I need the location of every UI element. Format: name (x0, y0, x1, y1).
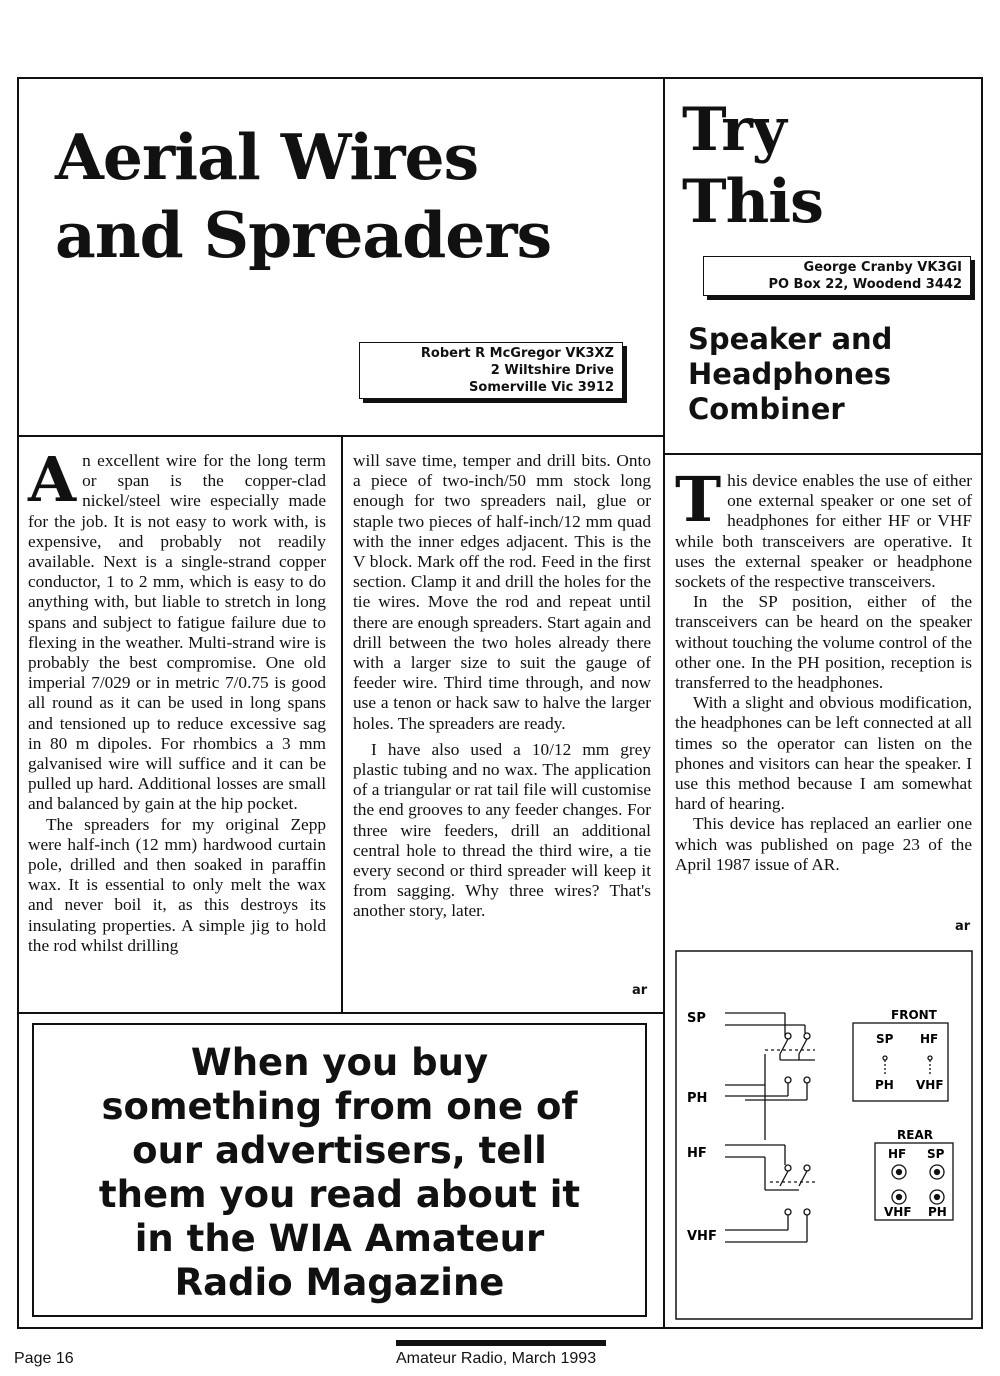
author-name: Robert R McGregor VK3XZ (420, 346, 614, 361)
sidebar-title-line2: Headphones (688, 357, 892, 391)
author-address: PO Box 22, Woodend 3442 (768, 277, 962, 292)
article-column-2 (353, 451, 651, 922)
article-title (55, 118, 551, 274)
rear-hf: HF (888, 1147, 907, 1161)
paragraph: his device enables the use of either one external speaker or one set of headphones for either HF or VHF while both transceivers are operative. It uses the external speaker or headphone sockets of the respective transceivers. (675, 471, 972, 592)
author-box (359, 342, 623, 399)
advert-line: our advertisers, tell (132, 1129, 547, 1172)
paragraph: n excellent wire for the long term or span is the copper-clad nickel/steel wire especially made for the job. It is not easy to work with, is expensive, and probably not readily available. Next is a single-strand copper conductor, 1 to 2 mm, which is easy to do anything with, but liable to stretch in long spans and subject to fatigue failure due to flexing in the weather. Multi-strand wire is probably the best compromise. One old imperial 7/029 or in metric 7/0.75 is good all round as it can be used in long spans and tensioned up to reduce excessive sag in 80 m dipoles. For rhombics a 3 mm galvanised wire will suffice and it can be pulled up hard. Additional losses are small and balanced by gain at the hip pocket. (28, 451, 326, 814)
paragraph: I have also used a 10/12 mm grey plastic tubing and no wax. The application of a triangular or rat tail file will customise the end grooves to any feeder changes. For three wire feeders, drill an additional central hole to thread the third wire, a tie every second or third spreader will keep it from sagging. Why three wires? That's another story, later. (353, 739, 651, 921)
article-title-line2: and Spreaders (55, 198, 552, 272)
advert-line: in the WIA Amateur (134, 1217, 545, 1260)
sidebar-title (688, 322, 892, 427)
rear-title: REAR (897, 1128, 933, 1142)
section-heading (682, 94, 823, 238)
end-mark: ar (632, 983, 648, 998)
section-heading-line2: This (682, 167, 823, 237)
article-title-line1: Aerial Wires (55, 120, 479, 194)
section-heading-line1: Try (682, 95, 786, 165)
advert-line: When you buy (190, 1041, 489, 1084)
advert-line: Radio Magazine (174, 1261, 505, 1304)
end-mark: ar (955, 919, 971, 934)
rear-sp: SP (927, 1147, 945, 1161)
label-sp: SP (687, 1011, 706, 1026)
paragraph: This device has replaced an earlier one which was published on page 23 of the April 1987 issue of AR. (675, 814, 972, 874)
sidebar-title-line1: Speaker and (688, 322, 893, 356)
paragraph: With a slight and obvious modification, the headphones can be left connected at all times so the operator can listen on the phones and visitors can hear the speaker. I use this method because I am somewhat hard of hearing. (675, 693, 972, 814)
label-hf: HF (687, 1146, 707, 1161)
circuit-diagram (675, 950, 973, 1320)
author-street: 2 Wiltshire Drive (490, 363, 614, 378)
publication-line: Amateur Radio, March 1993 (396, 1350, 597, 1367)
front-ph: PH (875, 1078, 894, 1092)
author-box-2 (703, 256, 971, 296)
rear-vhf: VHF (884, 1205, 912, 1219)
advert-text (34, 1041, 645, 1305)
advert-line: them you read about it (98, 1173, 581, 1216)
front-title: FRONT (891, 1008, 937, 1022)
advert-box (32, 1023, 647, 1317)
front-hf: HF (920, 1032, 939, 1046)
front-sp: SP (876, 1032, 894, 1046)
label-vhf: VHF (687, 1229, 717, 1244)
sidebar-body (675, 463, 972, 875)
page-number: Page 16 (14, 1350, 74, 1367)
sidebar-title-line3: Combiner (688, 392, 845, 426)
paragraph: The spreaders for my original Zepp were half-inch (12 mm) hardwood curtain pole, drilled and then soaked in paraffin wax. It is essential to only melt the wax and never boil it, as this destroys its insulating properties. A simple jig to hold the rod whilst drilling (28, 814, 326, 955)
author-name: George Cranby VK3GI (803, 260, 962, 275)
dropcap-a: A (28, 443, 77, 516)
rear-ph: PH (928, 1205, 947, 1219)
advert-line: something from one of (101, 1085, 578, 1128)
front-vhf: VHF (916, 1078, 944, 1092)
article-column-1 (28, 443, 326, 956)
paragraph: In the SP position, either of the transceivers can be heard on the speaker without touching the volume control of the other one. In the PH position, reception is transferred to the headphones. (675, 592, 972, 693)
author-city: Somerville Vic 3912 (469, 380, 614, 395)
label-ph: PH (687, 1091, 708, 1106)
paragraph: will save time, temper and drill bits. Onto a piece of two-inch/50 mm stock long enough for two spreaders nail, glue or staple two pieces of half-inch/12 mm quad with the inner edges adjacent. This is the V block. Mark off the rod. Feed in the first section. Clamp it and drill the holes for the tie wires. Move the rod and repeat until there are enough spreaders. Start again and drill between the two holes already there with a larger size to suit the gauge of feeder wire. Third time through, and now use a tenon or hack saw to halve the larger holes. The spreaders are ready. (353, 451, 651, 733)
dropcap-t: T (675, 463, 722, 536)
